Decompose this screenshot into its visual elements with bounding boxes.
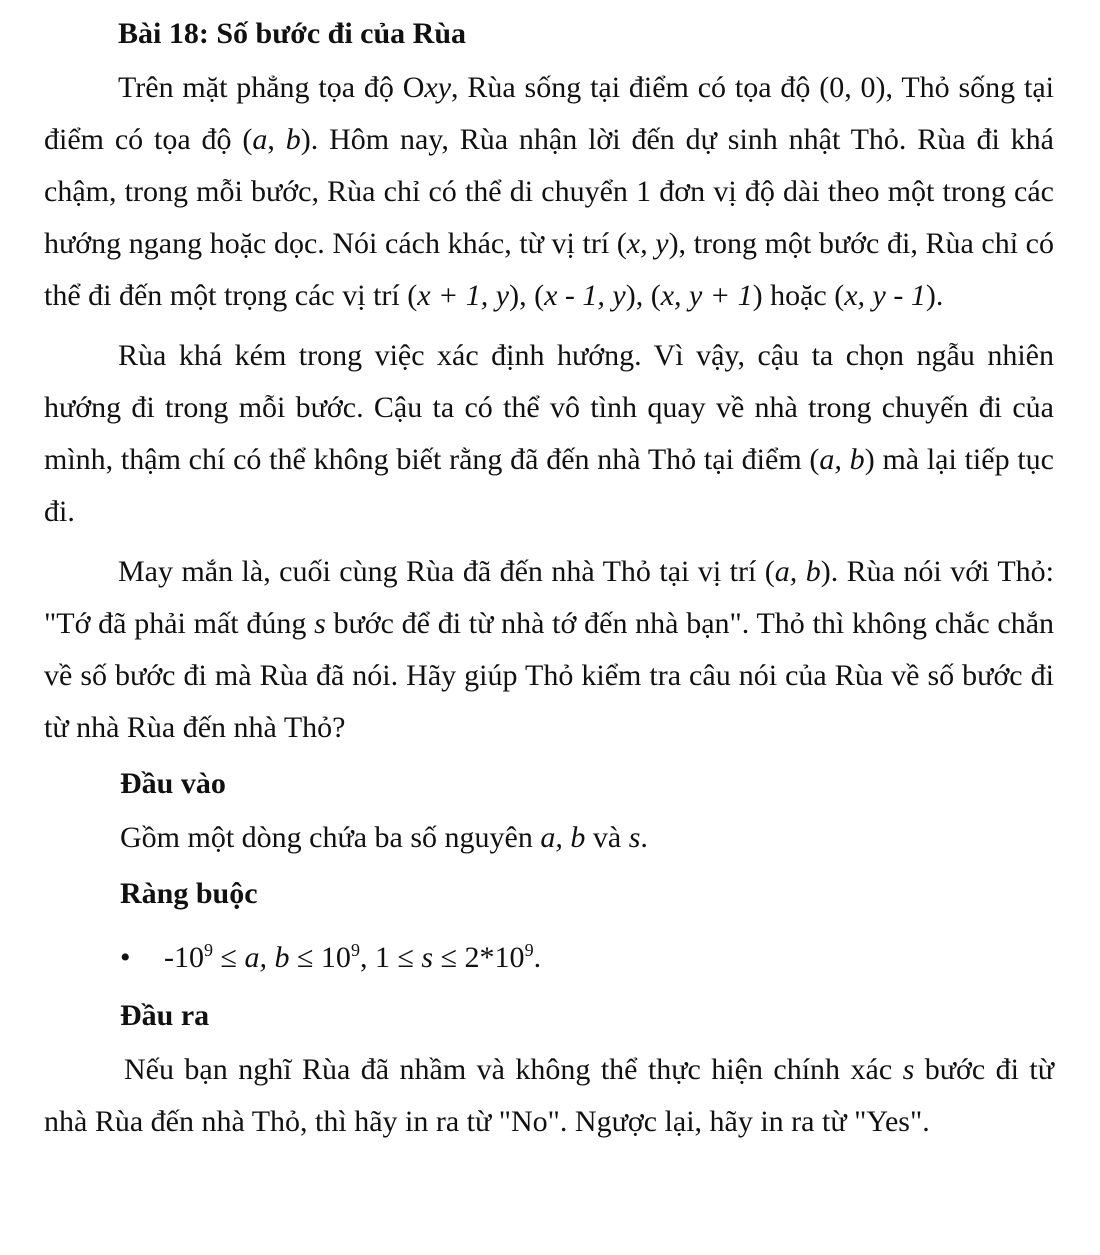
text-run: ). Rùa nói với Thỏ: "Tớ đã phải mất đúng [44, 555, 1055, 640]
problem-title: Bài 18: Số bước đi của Rùa [118, 17, 467, 50]
text-run: Nếu bạn nghĩ Rùa đã nhầm và không thể thực hiện chính xác [124, 1053, 903, 1086]
text-run: a, b [244, 941, 290, 974]
text-run: a [252, 123, 268, 156]
text-run: . [640, 821, 648, 854]
exponent: 9 [204, 940, 213, 960]
text-run: ), ( [625, 279, 661, 312]
text-run: s [628, 821, 641, 854]
exponent: 9 [350, 940, 360, 960]
output-description [44, 1044, 1054, 1148]
problem-paragraph-3 [44, 546, 1054, 754]
text-run: ≤ 2*10 [433, 941, 525, 974]
constraints-heading: Ràng buộc [120, 877, 258, 910]
problem-paragraph-2 [44, 330, 1054, 538]
text-run: s [902, 1053, 915, 1086]
text-run: xy [424, 71, 452, 104]
input-description [120, 812, 1054, 864]
text-run: s [314, 607, 326, 640]
input-heading: Đầu vào [120, 767, 226, 800]
problem-paragraph-1 [44, 62, 1054, 322]
text-run: bước đi từ nhà Rùa đến nhà Thỏ, thì hãy in ra từ "No". Ngược lại, hãy in ra từ "Yes". [44, 1053, 1055, 1138]
text-run: Trên mặt phẳng tọa độ O [118, 71, 425, 104]
text-run: b [285, 123, 301, 156]
text-run: x, y + 1 [660, 279, 753, 312]
text-run: x, y - 1 [844, 279, 926, 312]
text-run: ) hoặc ( [752, 279, 845, 312]
spacer [44, 538, 1054, 546]
text-run: ). [925, 279, 944, 312]
text-run: x + 1, y [417, 279, 510, 312]
text-run: May mắn là, cuối cùng Rùa đã đến nhà Thỏ tại vị trí ( [118, 555, 775, 588]
spacer [44, 322, 1054, 330]
text-run: ), ( [509, 279, 545, 312]
text-run: . [533, 941, 542, 974]
text-run: a, b [819, 443, 865, 476]
constraint-item [120, 922, 1054, 986]
text-run: ), trong một bước đi, Rùa chỉ có thể đi đến một trọng các vị trí ( [44, 227, 1054, 312]
bullet-marker: • [120, 941, 131, 974]
text-run: x, y [626, 227, 669, 260]
text-run: Gồm một dòng chứa ba số nguyên [120, 821, 541, 854]
text-run: s [421, 941, 434, 974]
text-run: Rùa khá kém trong việc xác định hướng. Vì vậy, cậu ta chọn ngẫu nhiên hướng đi trong mỗi bước. Cậu ta có thể vô tình quay về nhà trong chuyến đi của mình, thậm chí có thể không biết rằng đã đến nhà Thỏ tại điểm ( [44, 339, 1054, 476]
text-run: a, b [774, 555, 821, 588]
constraint-formula [164, 922, 541, 986]
text-run: , [267, 123, 286, 156]
output-heading: Đầu ra [120, 999, 210, 1032]
text-run: ≤ [213, 941, 245, 974]
text-run: ). Hôm nay, Rùa nhận lời đến dự sinh nhật Thỏ. Rùa đi khá chậm, trong mỗi bước, Rùa chỉ có thể di chuyển 1 đơn vị độ dài theo một trong các hướng ngang hoặc dọc. Nói cách khác, từ vị trí ( [44, 123, 1054, 260]
text-run: x - 1, y [544, 279, 626, 312]
text-run: , Rùa sống tại điểm có tọa độ (0, 0), Thỏ sống tại điểm có tọa độ ( [44, 71, 1054, 156]
text-run: , 1 ≤ [359, 941, 422, 974]
text-run: ) mà lại tiếp tục đi. [44, 443, 1054, 528]
text-run: và [585, 821, 629, 854]
text-run: a, b [540, 821, 586, 854]
text-run: bước để đi từ nhà tớ đến nhà bạn". Thỏ thì không chắc chắn về số bước đi mà Rùa đã nói. Hãy giúp Thỏ kiểm tra câu nói của Rùa về số bước đi từ nhà Rùa đến nhà Thỏ? [44, 607, 1055, 744]
text-run: ≤ 10 [289, 941, 351, 974]
text-run: -10 [164, 941, 204, 974]
exponent: 9 [524, 940, 534, 960]
